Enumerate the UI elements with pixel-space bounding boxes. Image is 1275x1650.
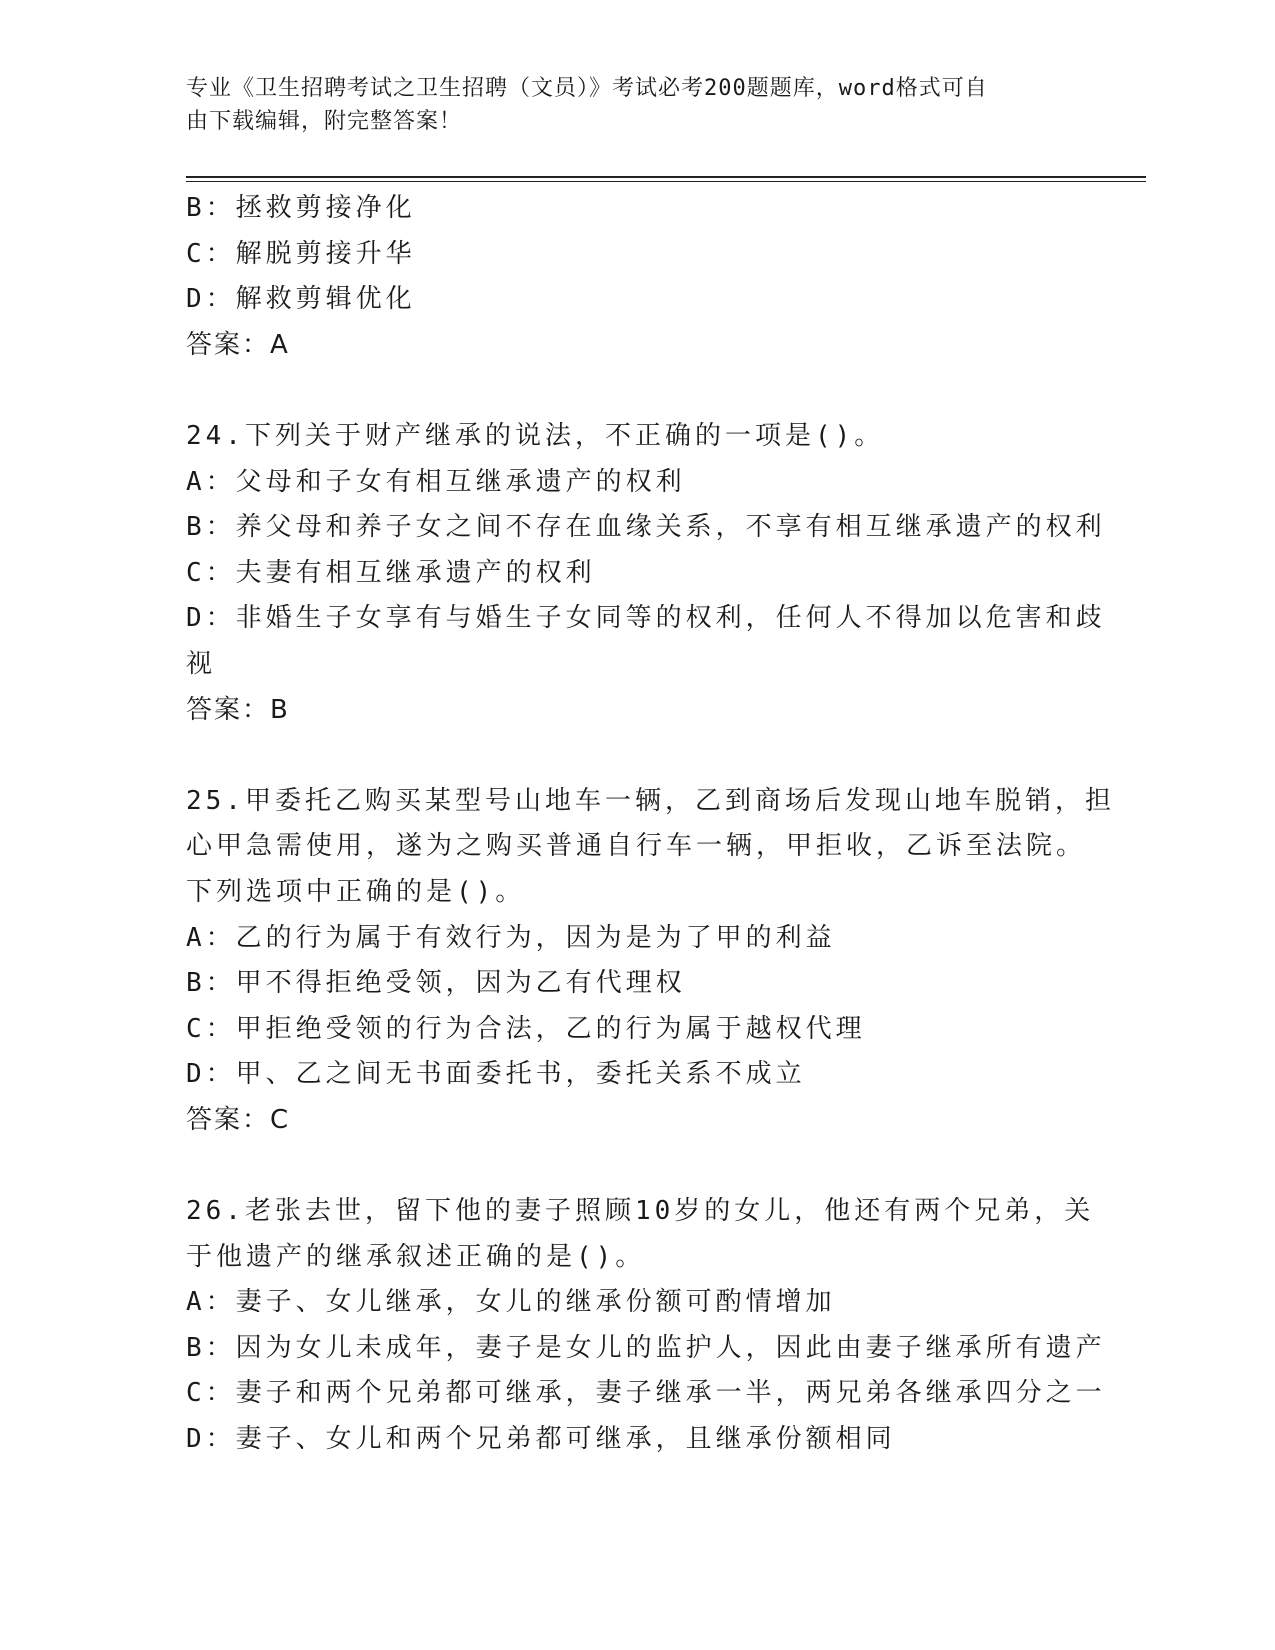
option-a: A：父母和子女有相互继承遗产的权利 <box>186 466 686 497</box>
option-b: B：拯救剪接净化 <box>186 193 416 223</box>
question-25 <box>186 779 1115 1144</box>
option-b: B：甲不得拒绝受领，因为乙有代理权 <box>186 968 686 999</box>
header-line-1: 专业《卫生招聘考试之卫生招聘（文员）》考试必考200题题库，word格式可自 <box>186 76 988 101</box>
option-d: D：甲、乙之间无书面委托书，委托关系不成立 <box>186 1059 806 1090</box>
document-header <box>186 72 1066 138</box>
option-c: C：解脱剪接升华 <box>186 238 416 269</box>
option-a: A：妻子、女儿继承，女儿的继承份额可酌情增加 <box>186 1287 836 1318</box>
question-list <box>186 186 1115 1463</box>
question-stem: 24.下列关于财产继承的说法，不正确的一项是()。 <box>186 420 885 451</box>
option-c: C：甲拒绝受领的行为合法，乙的行为属于越权代理 <box>186 1013 866 1044</box>
header-divider-thin <box>186 181 1146 182</box>
option-b: B：养父母和养子女之间不存在血缘关系，不享有相互继承遗产的权利 <box>186 512 1106 543</box>
option-d: D：妻子、女儿和两个兄弟都可继承，且继承份额相同 <box>186 1424 896 1455</box>
header-divider-thick <box>186 176 1146 178</box>
question-stem-continued: 下列选项中正确的是()。 <box>186 876 526 907</box>
option-d-continued: 视 <box>186 648 217 679</box>
spacer <box>186 1143 1086 1189</box>
answer: 答案：B <box>186 694 290 725</box>
header-line-2: 由下载编辑，附完整答案！ <box>186 109 463 134</box>
question-stem: 26.老张去世，留下他的妻子照顾10岁的女儿，他还有两个兄弟，关 <box>186 1196 1095 1227</box>
question-stem-continued: 于他遗产的继承叙述正确的是()。 <box>186 1241 646 1272</box>
question-23-tail <box>186 186 1086 368</box>
option-c: C：夫妻有相互继承遗产的权利 <box>186 557 596 588</box>
question-stem-continued: 心甲急需使用，遂为之购买普通自行车一辆，甲拒收，乙诉至法院。 <box>186 831 1087 862</box>
option-b: B：因为女儿未成年，妻子是女儿的监护人，因此由妻子继承所有遗产 <box>186 1332 1106 1363</box>
option-d: D：非婚生子女享有与婚生子女同等的权利，任何人不得加以危害和歧 <box>186 603 1106 634</box>
option-a: A：乙的行为属于有效行为，因为是为了甲的利益 <box>186 922 836 953</box>
option-d: D：解救剪辑优化 <box>186 284 416 315</box>
spacer <box>186 368 1086 414</box>
answer: 答案：A <box>186 329 290 360</box>
question-26 <box>186 1189 1106 1463</box>
option-c: C：妻子和两个兄弟都可继承，妻子继承一半，两兄弟各继承四分之一 <box>186 1378 1106 1409</box>
answer: 答案：C <box>186 1104 291 1135</box>
question-24 <box>186 414 1106 733</box>
question-stem: 25.甲委托乙购买某型号山地车一辆，乙到商场后发现山地车脱销，担 <box>186 785 1115 816</box>
spacer <box>186 733 1086 779</box>
